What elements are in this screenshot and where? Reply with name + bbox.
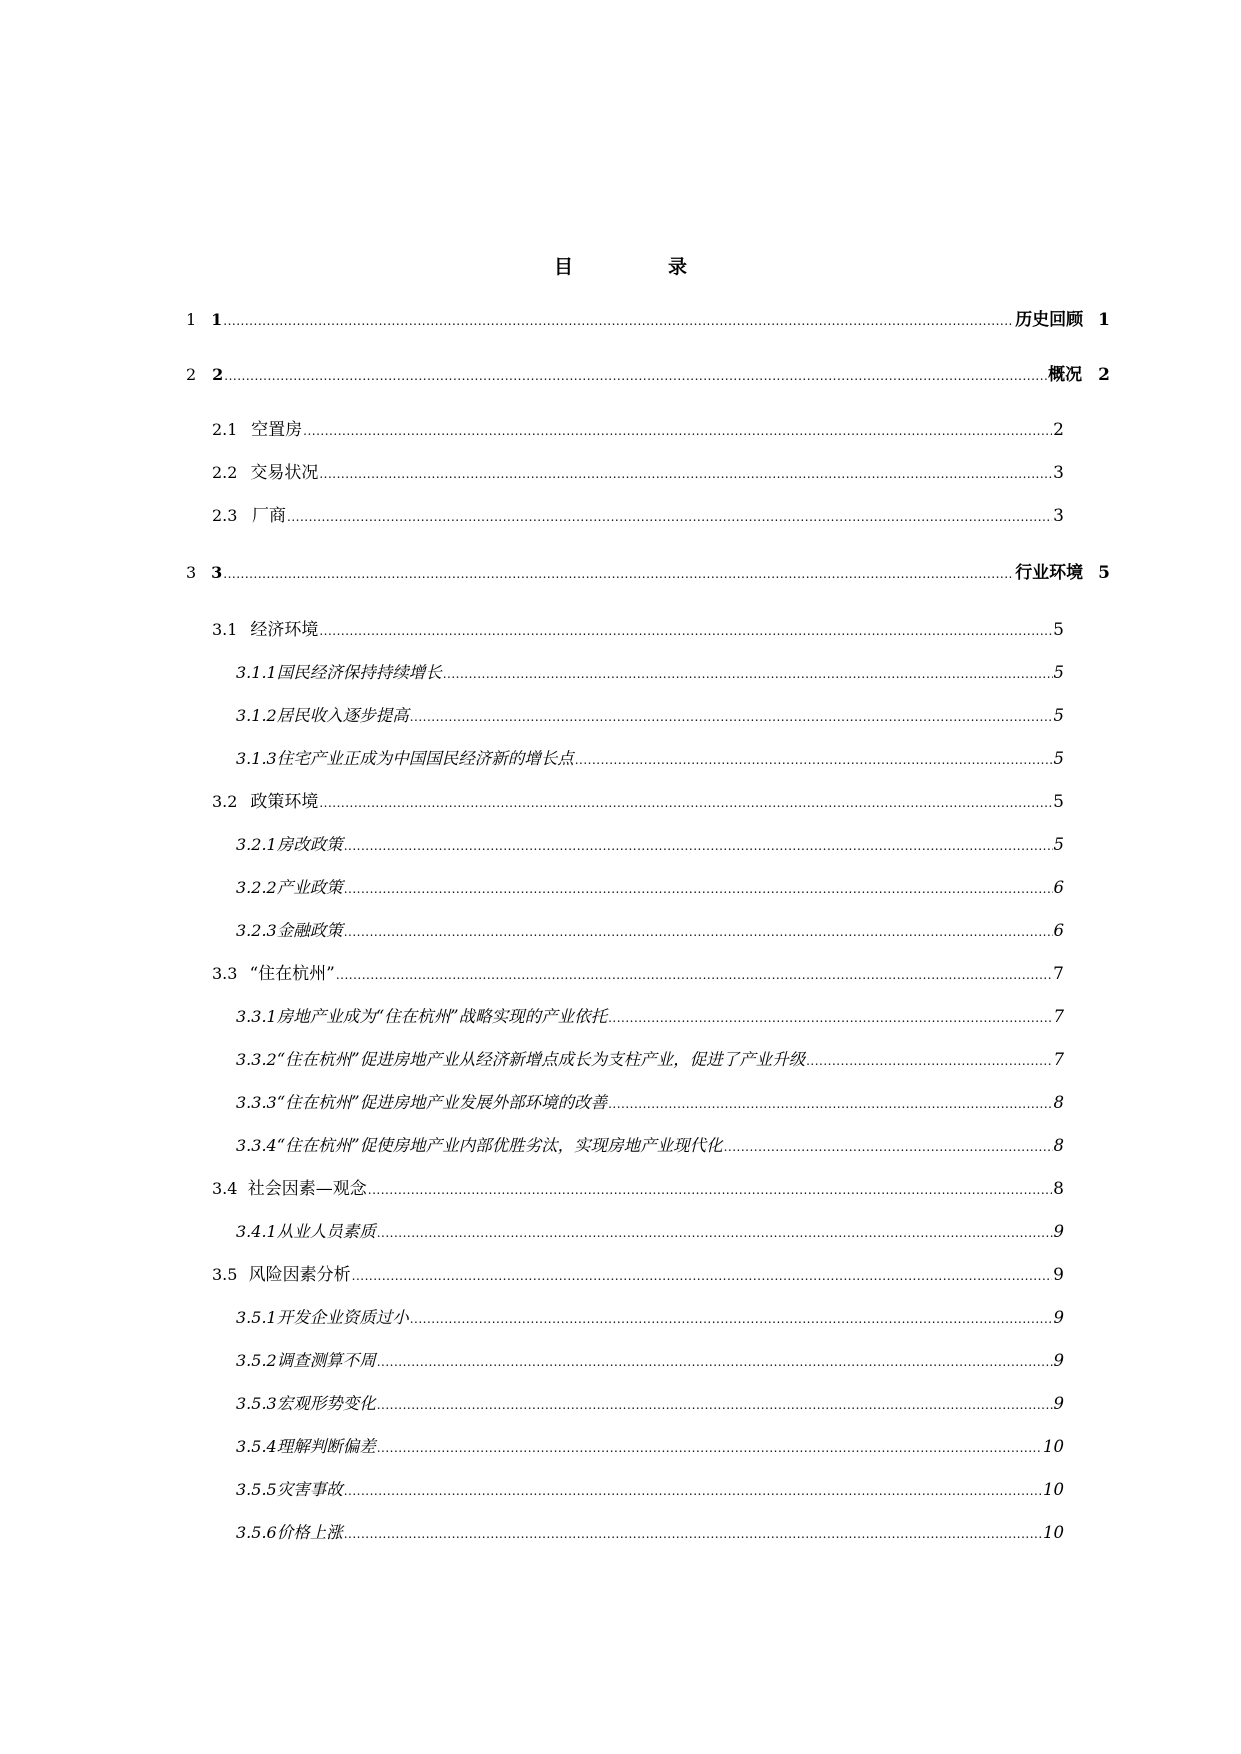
toc-entry-title: 房地产业成为“住在杭州”战略实现的产业依托 [276, 1007, 608, 1026]
toc-dot-leader [319, 461, 1052, 487]
toc-entry-number: 3.1.2 [236, 706, 277, 725]
toc-entry-page-number: 9 [1053, 1222, 1064, 1241]
toc-entry-page-number: 3 [1053, 463, 1064, 483]
toc-entry-level2[interactable] [212, 503, 1064, 529]
toc-dot-leader [377, 1435, 1042, 1461]
toc-entry-number: 3.4 [212, 1179, 238, 1198]
toc-entry-level2[interactable] [212, 617, 1064, 643]
toc-entry-number: 3.5.3 [236, 1394, 277, 1413]
toc-entry-number: 3.3.3 [236, 1093, 277, 1112]
toc-entry-title: 社会因素—观念 [247, 1179, 367, 1199]
toc-entry-page-number: 5 [1053, 620, 1064, 640]
toc-entry-title: 居民收入逐步提高 [276, 706, 409, 725]
toc-entry-level2[interactable] [212, 961, 1064, 987]
toc-entry-page-number: 5 [1053, 663, 1064, 682]
toc-entry-title: “住在杭州”促进房地产业从经济新增点成长为支柱产业，促进了产业升级 [276, 1050, 806, 1069]
toc-entry-number: 3.1 [212, 620, 238, 639]
toc-entry-title: 行业环境 [1015, 563, 1084, 583]
toc-entry-number: 2.1 [212, 420, 238, 439]
toc-entry-number: 2.2 [212, 463, 238, 482]
toc-dot-leader [319, 790, 1052, 816]
toc-entry-number: 3.1.3 [236, 749, 277, 768]
toc-entry-title: 概况 [1048, 365, 1083, 385]
toc-entry-page-number: 5 [1053, 749, 1064, 768]
toc-entry-number: 3.2.2 [236, 878, 277, 897]
toc-entry-page-number: 9 [1053, 1265, 1064, 1285]
toc-entry-page-number: 8 [1053, 1093, 1064, 1112]
toc-entry-page-number: 9 [1053, 1308, 1064, 1327]
toc-entry-number: 2 [186, 365, 197, 384]
toc-entry-page-number: 1 [1098, 310, 1111, 330]
toc-entry-level3[interactable] [236, 1348, 1064, 1374]
toc-entry-number: 3.2.3 [236, 921, 277, 940]
toc-dot-leader [344, 1521, 1042, 1547]
toc-entry-number: 3.3.1 [236, 1007, 277, 1026]
toc-dot-leader [223, 308, 1014, 334]
toc-entry-level3[interactable] [236, 1133, 1064, 1159]
toc-entry-title: 宏观形势变化 [276, 1394, 376, 1413]
toc-entry-level3[interactable] [236, 1004, 1064, 1030]
toc-dot-leader [319, 618, 1052, 644]
toc-entry-level2[interactable] [212, 417, 1064, 443]
toc-entry-title: 调查测算不周 [276, 1351, 376, 1370]
toc-entry-level2[interactable] [212, 460, 1064, 486]
toc-dot-leader [336, 962, 1052, 988]
toc-entry-page-number: 9 [1053, 1351, 1064, 1370]
toc-entry-level1[interactable] [186, 362, 1110, 388]
toc-entry-title: 经济环境 [250, 620, 319, 640]
toc-entry-title: 风险因素分析 [248, 1265, 351, 1285]
toc-entry-level3[interactable] [236, 1305, 1064, 1331]
toc-entry-title: 历史回顾 [1015, 310, 1084, 330]
toc-entry-page-number: 10 [1043, 1480, 1064, 1499]
toc-entry-page-number: 8 [1053, 1136, 1064, 1155]
toc-dot-leader [224, 363, 1047, 389]
toc-entry-number: 3.2.1 [236, 835, 277, 854]
toc-entry-title: “住在杭州”促进房地产业发展外部环境的改善 [276, 1093, 608, 1112]
toc-entry-page-number: 2 [1053, 420, 1064, 440]
toc-entry-title: 金融政策 [276, 921, 343, 940]
toc-entry-number: 3.3.2 [236, 1050, 277, 1069]
toc-dot-leader [344, 1478, 1042, 1504]
toc-entry-level2[interactable] [212, 1176, 1064, 1202]
toc-title: 目 录 [553, 256, 725, 278]
toc-dot-leader [608, 1091, 1052, 1117]
toc-entry-number: 2.3 [212, 506, 238, 525]
toc-entry-page-number: 6 [1053, 878, 1064, 897]
toc-entry-page-number: 5 [1053, 835, 1064, 854]
toc-dot-leader [344, 919, 1053, 945]
toc-entry-chapter-number: 3 [211, 563, 223, 582]
toc-entry-page-number: 2 [1098, 365, 1110, 385]
toc-entry-page-number: 9 [1053, 1394, 1064, 1413]
toc-entry-level3[interactable] [236, 1090, 1064, 1116]
toc-entry-page-number: 7 [1053, 1007, 1064, 1026]
toc-dot-leader [303, 418, 1052, 444]
toc-dot-leader [344, 876, 1053, 902]
toc-entry-title: 政策环境 [250, 792, 319, 812]
toc-entry-number: 3.3 [212, 964, 238, 983]
toc-entry-number: 3.5.2 [236, 1351, 277, 1370]
toc-dot-leader [806, 1048, 1052, 1074]
toc-dot-leader [410, 704, 1053, 730]
toc-entry-title: 从业人员素质 [276, 1222, 376, 1241]
toc-entry-title: 交易状况 [250, 463, 319, 483]
toc-entry-level3[interactable] [236, 1520, 1064, 1546]
toc-entry-title: 国民经济保持持续增长 [276, 663, 442, 682]
toc-entry-level3[interactable] [236, 918, 1064, 944]
toc-entry-number: 3.3.4 [236, 1136, 277, 1155]
toc-entry-level3[interactable] [236, 875, 1064, 901]
toc-entry-page-number: 8 [1053, 1179, 1064, 1199]
toc-entry-level3[interactable] [236, 703, 1064, 729]
toc-entry-page-number: 7 [1053, 1050, 1064, 1069]
toc-dot-leader [344, 833, 1053, 859]
toc-entry-level3[interactable] [236, 1047, 1064, 1073]
toc-entry-title: 开发企业资质过小 [276, 1308, 409, 1327]
toc-dot-leader [223, 561, 1014, 587]
toc-dot-leader [287, 504, 1052, 530]
toc-entry-level1[interactable] [186, 560, 1110, 586]
toc-entry-page-number: 6 [1053, 921, 1064, 940]
toc-entry-page-number: 7 [1053, 964, 1064, 984]
toc-entry-level3[interactable] [236, 832, 1064, 858]
toc-entry-number: 3.2 [212, 792, 238, 811]
toc-entry-number: 3.5.5 [236, 1480, 277, 1499]
toc-entry-title: 理解判断偏差 [276, 1437, 376, 1456]
toc-dot-leader [377, 1220, 1053, 1246]
toc-entry-number: 3.5 [212, 1265, 238, 1284]
toc-entry-level3[interactable] [236, 1391, 1064, 1417]
toc-entry-number: 1 [186, 310, 197, 329]
toc-entry-title: 住宅产业正成为中国国民经济新的增长点 [276, 749, 574, 768]
toc-dot-leader [724, 1134, 1053, 1160]
toc-dot-leader [352, 1263, 1053, 1289]
toc-entry-page-number: 10 [1043, 1523, 1064, 1542]
toc-dot-leader [377, 1349, 1053, 1375]
toc-entry-title: 产业政策 [276, 878, 343, 897]
toc-dot-leader [410, 1306, 1053, 1332]
toc-entry-level3[interactable] [236, 1219, 1064, 1245]
toc-entry-chapter-number: 2 [212, 365, 224, 384]
toc-entry-level1[interactable] [186, 307, 1110, 333]
toc-entry-number: 3 [186, 563, 197, 582]
toc-dot-leader [608, 1005, 1052, 1031]
toc-entry-number: 3.4.1 [236, 1222, 277, 1241]
toc-dot-leader [368, 1177, 1052, 1203]
toc-entry-page-number: 3 [1053, 506, 1064, 526]
toc-entry-number: 3.1.1 [236, 663, 277, 682]
toc-entry-page-number: 5 [1053, 706, 1064, 725]
toc-entry-level3[interactable] [236, 660, 1064, 686]
toc-entry-number: 3.5.1 [236, 1308, 277, 1327]
toc-dot-leader [575, 747, 1053, 773]
toc-entry-level3[interactable] [236, 1477, 1064, 1503]
toc-entry-chapter-number: 1 [211, 310, 223, 329]
toc-entry-title: “住在杭州” [249, 964, 335, 984]
toc-entry-title: “住在杭州”促使房地产业内部优胜劣汰，实现房地产业现代化 [276, 1136, 723, 1155]
toc-entry-page-number: 5 [1053, 792, 1064, 812]
toc-entry-title: 空置房 [251, 420, 303, 440]
toc-entry-level2[interactable] [212, 1262, 1064, 1288]
toc-entry-page-number: 10 [1043, 1437, 1064, 1456]
toc-entry-page-number: 5 [1098, 563, 1111, 583]
toc-entry-level3[interactable] [236, 1434, 1064, 1460]
toc-dot-leader [443, 661, 1053, 687]
toc-entry-level3[interactable] [236, 746, 1064, 772]
toc-dot-leader [377, 1392, 1053, 1418]
toc-entry-number: 3.5.4 [236, 1437, 277, 1456]
toc-entry-level2[interactable] [212, 789, 1064, 815]
toc-entry-title: 价格上涨 [276, 1523, 343, 1542]
toc-entry-title: 厂商 [252, 506, 287, 526]
toc-entry-title: 房改政策 [276, 835, 343, 854]
toc-entry-title: 灾害事故 [276, 1480, 343, 1499]
toc-entry-number: 3.5.6 [236, 1523, 277, 1542]
